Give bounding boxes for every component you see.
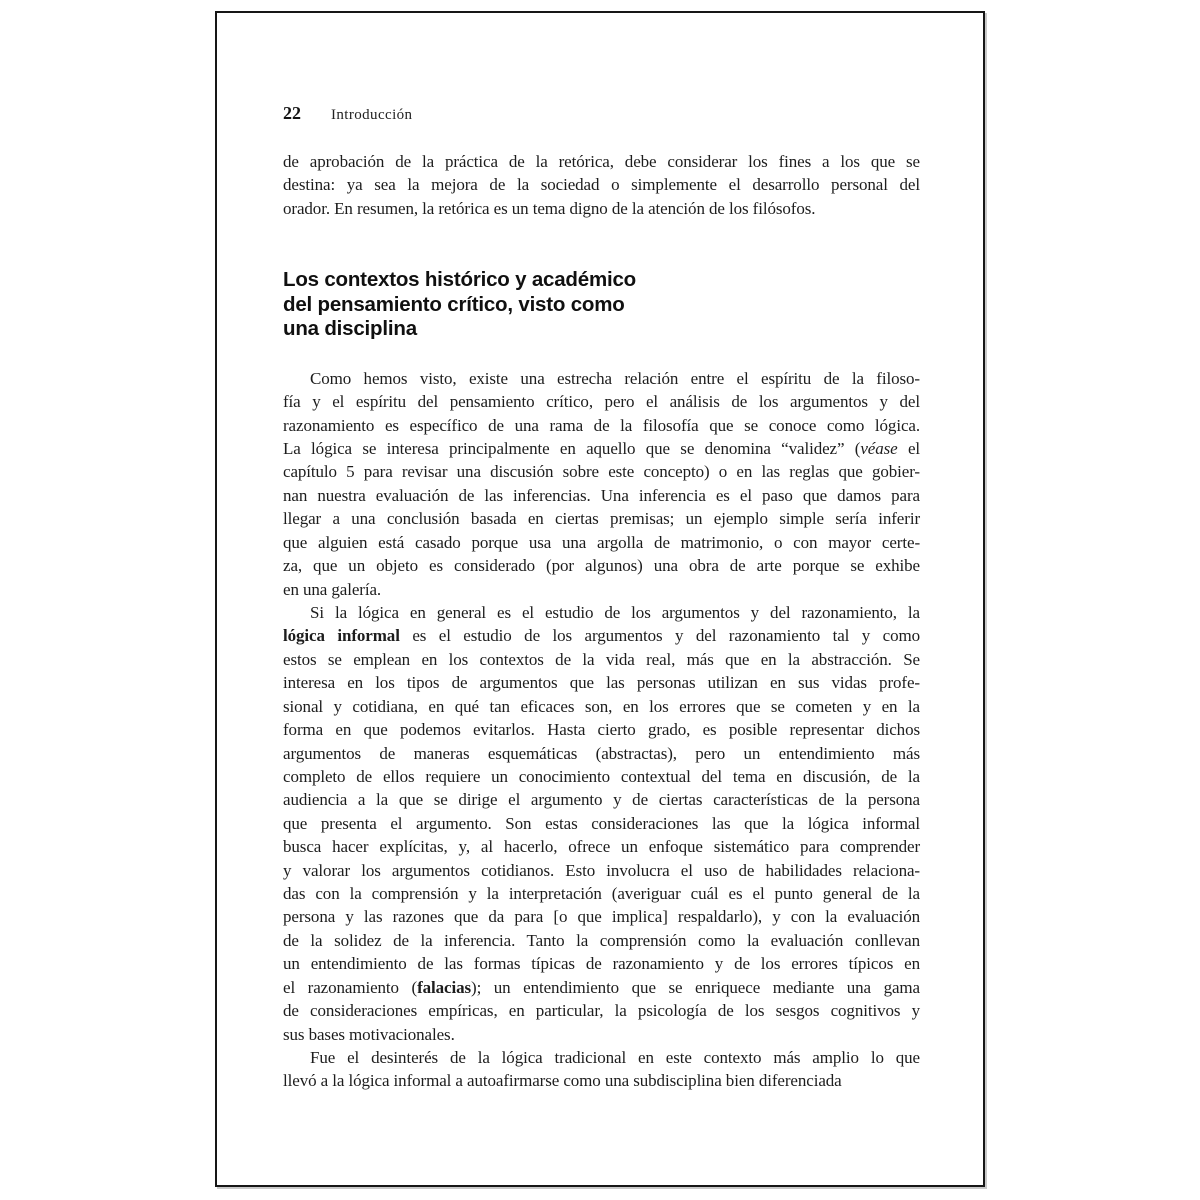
text-line	[283, 1069, 920, 1092]
text-line	[283, 882, 920, 905]
bold-term: falacias	[417, 977, 472, 997]
text-run: Fue el desinterés de la lógica tradicional en este contexto más amplio lo que	[310, 1048, 920, 1067]
paragraph	[283, 601, 920, 1046]
text-run: llevó a la lógica informal a autoafirmarse como una subdisciplina bien diferenciada	[283, 1071, 842, 1091]
text-run: de la solidez de la inferencia. Tanto la comprensión como la evaluación conllevan	[283, 930, 920, 950]
text-line	[283, 788, 920, 811]
text-run: das con la comprensión y la interpretación (averiguar cuál es el punto general de la	[283, 884, 920, 904]
text-line	[283, 695, 920, 718]
text-run: estos se emplean en los contextos de la vida real, más que en la abstracción. Se	[283, 649, 920, 669]
running-head-title: Introducción	[331, 107, 413, 123]
text-line	[283, 197, 920, 220]
page-number: 22	[283, 103, 301, 123]
text-line	[283, 905, 920, 928]
text-run: completo de ellos requiere un conocimiento contextual del tema en discusión, de la	[283, 766, 920, 786]
text-line	[283, 578, 920, 601]
text-line	[283, 835, 920, 858]
text-run: llegar a una conclusión basada en ciertas premisas; un ejemplo simple sería inferir	[283, 509, 920, 529]
page-content	[283, 13, 920, 1093]
text-run: ); un entendimiento que se enriquece mediante una gama	[471, 977, 920, 997]
text-line	[283, 952, 920, 975]
text-line	[283, 742, 920, 765]
section-heading-line: una disciplina	[283, 317, 417, 341]
text-line	[283, 671, 920, 694]
italic-term: véase	[860, 439, 898, 459]
text-run: za, que un objeto es considerado (por algunos) una obra de arte porque se exhibe	[283, 556, 920, 576]
section-heading-line: del pensamiento crítico, visto como	[283, 292, 625, 316]
bold-term: lógica informal	[283, 626, 400, 646]
text-line	[283, 976, 920, 999]
text-run: el	[897, 439, 921, 459]
text-run: capítulo 5 para revisar una discusión sobre este concepto) o en las reglas que gobier-	[283, 462, 920, 482]
text-run: y valorar los argumentos cotidianos. Esto involucra el uso de habilidades relaciona-	[283, 860, 920, 880]
text-line	[283, 460, 920, 483]
text-run: de aprobación de la práctica de la retórica, debe considerar los fines a los que se	[283, 152, 920, 171]
text-line	[283, 414, 920, 437]
text-run: el razonamiento (	[283, 977, 418, 997]
text-run: destina: ya sea la mejora de la sociedad o simplemente el desarrollo personal del	[283, 175, 920, 195]
text-run: Si la lógica en general es el estudio de los argumentos y del razonamiento, la	[310, 602, 920, 622]
text-line	[283, 367, 920, 390]
text-line	[283, 765, 920, 788]
text-run: un entendimiento de las formas típicas de razonamiento y de los errores típicos en	[283, 954, 920, 974]
paragraph	[283, 367, 920, 601]
section-heading	[283, 268, 920, 342]
text-line	[283, 601, 920, 624]
text-run: sus bases motivacionales.	[283, 1024, 455, 1044]
text-line	[283, 1023, 920, 1046]
text-line	[283, 484, 920, 507]
text-line	[283, 531, 920, 554]
paragraph-opening	[283, 150, 920, 220]
text-line	[283, 929, 920, 952]
book-page	[215, 11, 985, 1187]
text-run: en una galería.	[283, 579, 382, 599]
text-run: interesa en los tipos de argumentos que las personas utilizan en sus vidas profe-	[283, 673, 920, 693]
section-heading-line: Los contextos histórico y académico	[283, 268, 636, 292]
text-line	[283, 390, 920, 413]
text-run: que alguien está casado porque usa una argolla de matrimonio, o con mayor certe-	[283, 532, 920, 552]
text-run: argumentos de maneras esquemáticas (abstractas), pero un entendimiento más	[283, 743, 920, 763]
text-line	[283, 150, 920, 173]
text-run: es el estudio de los argumentos y del razonamiento tal y como	[399, 626, 920, 646]
text-run: de consideraciones empíricas, en particular, la psicología de los sesgos cognitivos y	[283, 1001, 920, 1021]
text-run: forma en que podemos evitarlos. Hasta cierto grado, es posible representar dichos	[283, 720, 920, 740]
text-line	[283, 173, 920, 196]
text-line	[283, 437, 920, 460]
text-run: razonamiento es específico de una rama de la filosofía que se conoce como lógica.	[283, 415, 920, 435]
text-run: persona y las razones que da para [o que implica] respaldarlo), y con la evaluación	[283, 907, 920, 927]
text-line	[283, 812, 920, 835]
text-run: audiencia a la que se dirige el argumento y de ciertas características de la persona	[283, 790, 920, 810]
text-line	[283, 718, 920, 741]
text-line	[283, 648, 920, 671]
text-run: Como hemos visto, existe una estrecha relación entre el espíritu de la filoso-	[310, 368, 920, 388]
text-line	[283, 1046, 920, 1069]
text-run: busca hacer explícitas, y, al hacerlo, ofrece un enfoque sistemático para comprender	[283, 837, 920, 857]
text-run: orador. En resumen, la retórica es un tema digno de la atención de los filósofos.	[283, 198, 816, 218]
text-run: La lógica se interesa principalmente en aquello que se denomina “validez” (	[283, 439, 861, 459]
text-run: fía y el espíritu del pensamiento crítico, pero el análisis de los argumentos y del	[283, 392, 920, 412]
text-run: sional y cotidiana, en qué tan eficaces son, en los errores que se cometen y en la	[283, 696, 920, 716]
text-line	[283, 999, 920, 1022]
running-header	[283, 102, 920, 124]
text-line	[283, 859, 920, 882]
paragraph	[283, 1046, 920, 1093]
text-run: que presenta el argumento. Son estas consideraciones las que la lógica informal	[283, 813, 920, 833]
text-line	[283, 507, 920, 530]
body-paragraphs	[283, 367, 920, 1093]
text-run: nan nuestra evaluación de las inferencias. Una inferencia es el paso que damos para	[283, 485, 920, 505]
text-line	[283, 554, 920, 577]
text-line	[283, 624, 920, 647]
